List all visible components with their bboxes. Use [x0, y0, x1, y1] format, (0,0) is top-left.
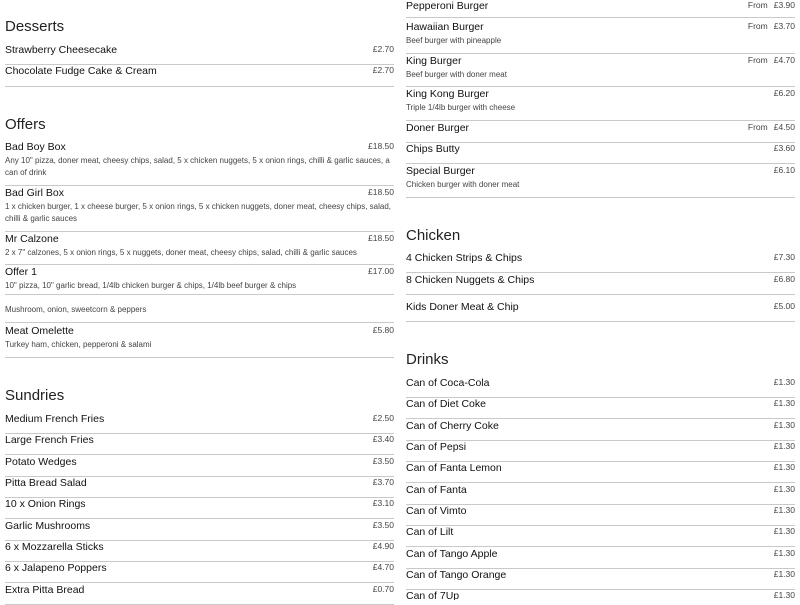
item-name: Can of 7Up — [406, 590, 460, 600]
item-description: 2 x 7" calzones, 5 x onion rings, 5 x nuggets, doner meat, cheesy chips, salad, chilli & garlic sauces — [5, 248, 357, 257]
item-price: £18.50 — [368, 233, 394, 243]
item-name: Can of Cherry Coke — [406, 420, 499, 432]
from-label: From — [747, 55, 768, 65]
item-price — [748, 55, 795, 65]
menu-item-7up[interactable] — [406, 590, 795, 600]
item-name: King Kong Burger — [406, 88, 489, 100]
item-name: Can of Fanta — [406, 484, 467, 496]
item-name: Mr Calzone — [5, 233, 59, 245]
item-price: £0.70 — [372, 584, 394, 594]
item-price: £6.80 — [773, 274, 795, 284]
item-name: Potato Wedges — [5, 456, 77, 468]
menu-item-fanta-lemon[interactable] — [406, 462, 795, 483]
menu-item-chips-butty[interactable] — [406, 143, 795, 164]
item-price — [748, 21, 795, 31]
menu-item-potato-wedges[interactable] — [5, 456, 394, 477]
menu-item-medium-french-fries[interactable] — [5, 413, 394, 434]
item-name: Offer 1 — [5, 266, 37, 278]
item-price: £1.30 — [773, 484, 795, 494]
menu-item-fanta[interactable] — [406, 484, 795, 505]
item-price: £4.70 — [372, 562, 394, 572]
item-price: £2.50 — [372, 413, 394, 423]
menu-item-extra-pitta-bread[interactable] — [5, 584, 394, 605]
item-description: Beef burger with pineapple — [406, 36, 502, 45]
item-price: £5.00 — [773, 301, 795, 311]
item-name: Garlic Mushrooms — [5, 520, 91, 532]
item-name: Hawaiian Burger — [406, 21, 484, 33]
menu-item-tango-apple[interactable] — [406, 548, 795, 569]
menu-item-jalapeno-poppers[interactable] — [5, 562, 394, 583]
item-name: Can of Fanta Lemon — [406, 462, 502, 474]
item-price: £6.10 — [773, 165, 795, 175]
item-price: £1.30 — [773, 377, 795, 387]
item-name: Extra Pitta Bread — [5, 584, 85, 596]
item-price: £2.70 — [372, 65, 394, 75]
item-name: 10 x Onion Rings — [5, 498, 86, 510]
item-description: Beef burger with doner meat — [406, 70, 507, 79]
item-price: £3.10 — [372, 498, 394, 508]
item-description: 10" pizza, 10" garlic bread, 1/4lb chicken burger & chips, 1/4lb beef burger & chips — [5, 281, 297, 290]
item-name: 4 Chicken Strips & Chips — [406, 252, 523, 264]
menu-item-strawberry-cheesecake[interactable] — [5, 44, 394, 65]
menu-item-special-burger[interactable] — [406, 165, 795, 198]
menu-item-offer-1[interactable] — [5, 266, 394, 295]
item-price: £1.30 — [773, 462, 795, 472]
item-description: Triple 1/4lb burger with cheese — [406, 103, 516, 112]
menu-item-bad-girl-box[interactable] — [5, 187, 394, 232]
menu-item-meat-omelette[interactable] — [5, 325, 394, 357]
item-name: Pepperoni Burger — [406, 0, 489, 12]
menu-item-pepperoni-burger[interactable] — [406, 0, 795, 18]
menu-item-pitta-bread-salad[interactable] — [5, 477, 394, 498]
item-price: £3.70 — [372, 477, 394, 487]
item-name: 8 Chicken Nuggets & Chips — [406, 274, 535, 286]
item-price: £5.80 — [372, 325, 394, 335]
item-description: Mushroom, onion, sweetcorn & peppers — [5, 305, 147, 314]
item-name: Chips Butty — [406, 143, 460, 155]
section-title-desserts: Desserts — [5, 18, 65, 35]
item-price: £3.40 — [372, 434, 394, 444]
item-name: Kids Doner Meat & Chip — [406, 301, 519, 313]
menu-item-mozzarella-sticks[interactable] — [5, 541, 394, 562]
menu-item-onion-rings[interactable] — [5, 498, 394, 519]
item-price: £4.90 — [372, 541, 394, 551]
item-price: £1.30 — [773, 548, 795, 558]
item-price — [748, 0, 795, 10]
menu-item-chicken-strips[interactable] — [406, 252, 795, 273]
menu-item-pepsi[interactable] — [406, 441, 795, 462]
menu-item-tango-orange[interactable] — [406, 569, 795, 590]
item-price: £6.20 — [773, 88, 795, 98]
item-name: Can of Tango Orange — [406, 569, 507, 581]
item-price: £1.30 — [773, 526, 795, 536]
section-title-drinks: Drinks — [406, 351, 449, 368]
item-name: Can of Pepsi — [406, 441, 467, 453]
price-value: £4.50 — [773, 122, 795, 132]
item-name: Bad Boy Box — [5, 141, 66, 153]
item-price: £3.50 — [372, 520, 394, 530]
item-price: £1.30 — [773, 590, 795, 600]
price-value: £4.70 — [773, 55, 795, 65]
menu-item-bad-boy-box[interactable] — [5, 141, 394, 186]
item-name: Strawberry Cheesecake — [5, 44, 118, 56]
menu-item-vimto[interactable] — [406, 505, 795, 526]
item-price: £1.30 — [773, 569, 795, 579]
item-description: Chicken burger with doner meat — [406, 180, 520, 189]
menu-item-chicken-nuggets[interactable] — [406, 274, 795, 295]
item-name: Can of Lilt — [406, 526, 454, 538]
menu-item-king-burger[interactable] — [406, 55, 795, 87]
item-price: £1.30 — [773, 420, 795, 430]
menu-item-partial[interactable] — [5, 300, 394, 323]
menu-item-coca-cola[interactable] — [406, 377, 795, 398]
item-name: Can of Coca-Cola — [406, 377, 490, 389]
item-name: Medium French Fries — [5, 413, 105, 425]
menu-item-lilt[interactable] — [406, 526, 795, 547]
item-price: £1.30 — [773, 505, 795, 515]
menu-item-large-french-fries[interactable] — [5, 434, 394, 455]
section-title-sundries: Sundries — [5, 387, 65, 404]
menu-item-king-kong-burger[interactable] — [406, 88, 795, 121]
menu-item-mr-calzone[interactable] — [5, 233, 394, 265]
item-description: 1 x chicken burger, 1 x cheese burger, 5 x onion rings, 5 x chicken nuggets, doner meat, cheesy chips, salad, chilli & garlic sauces — [5, 202, 391, 223]
item-price: £1.30 — [773, 398, 795, 408]
item-name: Bad Girl Box — [5, 187, 64, 199]
price-value: £3.70 — [773, 21, 795, 31]
item-price: £17.00 — [368, 266, 394, 276]
from-label: From — [747, 0, 768, 10]
menu-item-chocolate-fudge-cake[interactable] — [5, 65, 394, 87]
item-price: £1.30 — [773, 441, 795, 451]
item-name: 6 x Mozzarella Sticks — [5, 541, 104, 553]
section-title-offers: Offers — [5, 116, 46, 133]
item-price: £3.60 — [773, 143, 795, 153]
item-name: Meat Omelette — [5, 325, 74, 337]
section-divider — [5, 357, 394, 358]
section-title-chicken: Chicken — [406, 227, 461, 244]
item-name: Doner Burger — [406, 122, 470, 134]
from-label: From — [747, 122, 768, 132]
item-name: Can of Tango Apple — [406, 548, 498, 560]
menu-item-garlic-mushrooms[interactable] — [5, 520, 394, 541]
item-price: £18.50 — [368, 141, 394, 151]
item-price — [748, 122, 795, 132]
item-name: 6 x Jalapeno Poppers — [5, 562, 107, 574]
menu-item-diet-coke[interactable] — [406, 398, 795, 419]
menu-item-kids-doner[interactable] — [406, 301, 795, 322]
item-description: Any 10" pizza, doner meat, cheesy chips, salad, 5 x chicken nuggets, 5 x onion rings, chilli & garlic sauces, a can of drink — [5, 156, 390, 177]
item-name: King Burger — [406, 55, 462, 67]
item-name: Large French Fries — [5, 434, 94, 446]
from-label: From — [747, 21, 768, 31]
item-name: Pitta Bread Salad — [5, 477, 87, 489]
item-name: Special Burger — [406, 165, 475, 177]
menu-item-cherry-coke[interactable] — [406, 420, 795, 441]
price-value: £3.90 — [773, 0, 795, 10]
item-price: £18.50 — [368, 187, 394, 197]
menu-item-hawaiian-burger[interactable] — [406, 21, 795, 54]
item-price: £7.30 — [773, 252, 795, 262]
item-name: Can of Diet Coke — [406, 398, 486, 410]
item-name: Chocolate Fudge Cake & Cream — [5, 65, 157, 77]
item-name: Can of Vimto — [406, 505, 467, 517]
item-description: Turkey ham, chicken, pepperoni & salami — [5, 340, 152, 349]
item-price: £3.50 — [372, 456, 394, 466]
item-price: £2.70 — [372, 44, 394, 54]
menu-item-doner-burger[interactable] — [406, 122, 795, 143]
